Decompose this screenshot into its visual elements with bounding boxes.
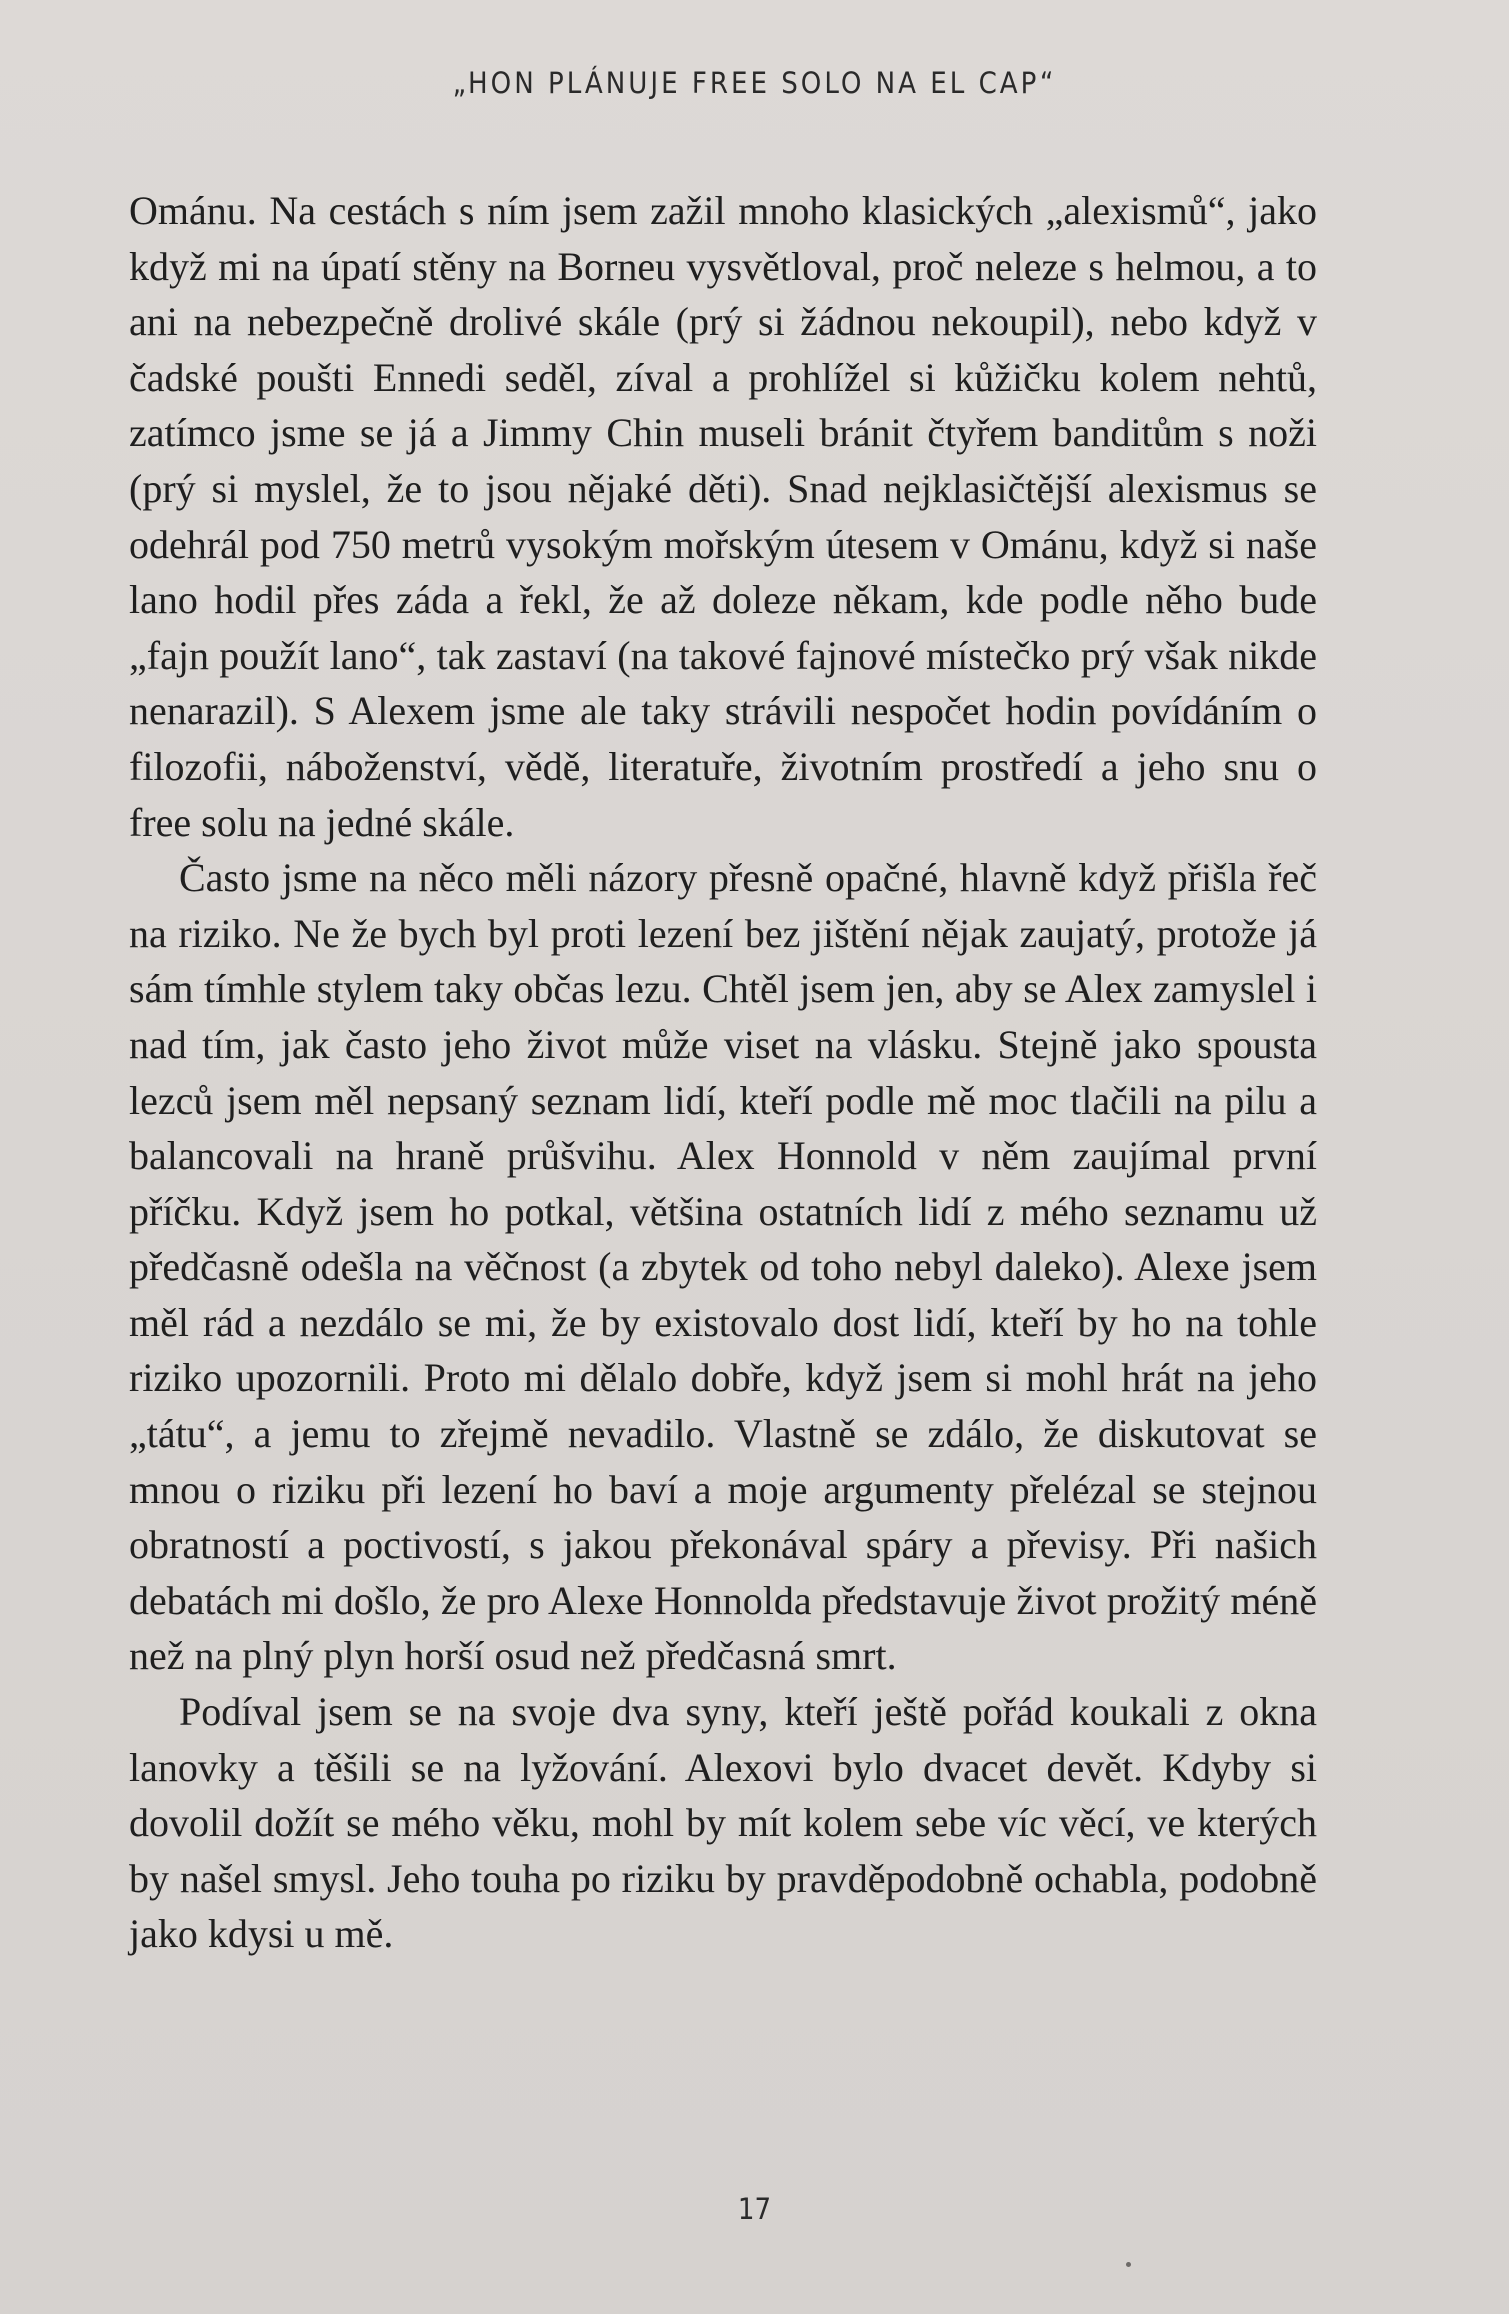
paragraph: Často jsme na něco měli názory přesně opačné, hlavně když přišla řeč na riziko. Ne že bych byl proti lezení bez jištění nějak zaujatý, protože já sám tímhle stylem taky občas lezu. Chtěl jsem jen, aby se Alex zamyslel i nad tím, jak často jeho život může viset na vlásku. Stejně jako spousta lezců jsem měl nepsaný seznam lidí, kteří podle mě moc tlačili na pilu a balancovali na hraně průšvihu. Alex Honnold v něm zaujímal první příčku. Když jsem ho potkal, většina ostatních lidí z mého seznamu už předčasně odešla na věčnost (a zbytek od toho nebyl daleko). Alexe jsem měl rád a nezdálo se mi, že by existovalo dost lidí, kteří by ho na tohle riziko upozornili. Proto mi dělalo dobře, když jsem si mohl hrát na jeho „tátu“, a jemu to zřejmě nevadilo. Vlastně se zdálo, že diskutovat se mnou o riziku při lezení ho baví a moje argumenty přelézal se stejnou obratností a poctivostí, s jakou překonával spáry a převisy. Při našich debatách mi došlo, že pro Alexe Honnolda představuje život prožitý méně než na plný plyn horší osud než předčasná smrt.	[129, 855, 1317, 1679]
running-head: „HON PLÁNUJE FREE SOLO NA EL CAP“	[452, 66, 1057, 100]
paragraph: Podíval jsem se na svoje dva syny, kteří ještě pořád koukali z okna lanovky a těšili se na lyžování. Alexovi bylo dvacet devět. Kdyby si dovolil dožít se mého věku, mohl by mít kolem sebe víc věcí, ve kterých by našel smysl. Jeho touha po riziku by pravděpodobně ochabla, podobně jako kdysi u mě.	[129, 1689, 1317, 1957]
body-text	[129, 183, 1317, 1962]
page-number: 17	[737, 2192, 772, 2226]
paper-speck	[1126, 2262, 1131, 2267]
paragraph: Ománu. Na cestách s ním jsem zažil mnoho klasických „alexismů“, jako když mi na úpatí stěny na Borneu vysvětloval, proč neleze s helmou, a to ani na nebezpečně drolivé skále (prý si žádnou nekoupil), nebo když v čadské poušti Ennedi seděl, zíval a prohlížel si kůžičku kolem nehtů, zatímco jsme se já a Jimmy Chin museli bránit čtyřem banditům s noži (prý si myslel, že to jsou nějaké děti). Snad nejklasičtější alexismus se odehrál pod 750 metrů vysokým mořským útesem v Ománu, když si naše lano hodil přes záda a řekl, že až doleze někam, kde podle něho bude „fajn použít lano“, tak zastaví (na takové fajnové místečko prý však nikde nenarazil). S Alexem jsme ale taky strávili nespočet hodin povídáním o filozofii, náboženství, vědě, literatuře, životním prostředí a jeho snu o free solu na jedné skále.	[129, 188, 1317, 845]
